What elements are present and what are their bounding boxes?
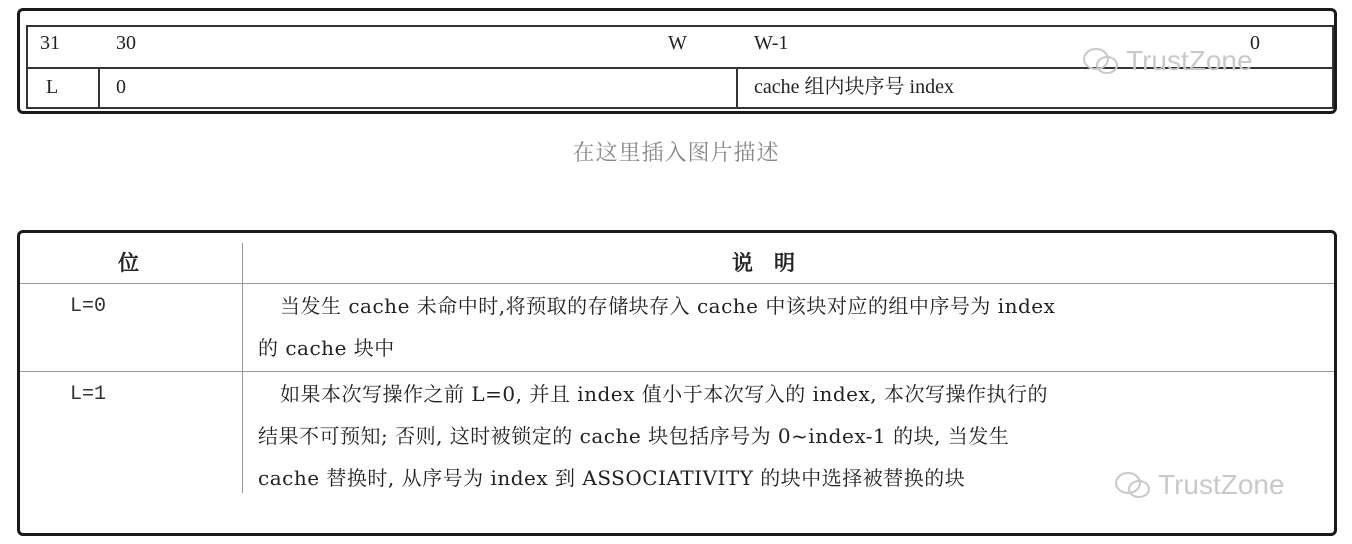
watermark — [1082, 45, 1253, 77]
bottom-border-line — [26, 107, 1334, 109]
row-l1-line-2: 结果不可预知; 否则, 这时被锁定的 cache 块包括序号为 0~index-1 的块, 当发生 — [258, 424, 1010, 448]
bit-w-minus-1-label: W-1 — [754, 32, 789, 54]
bit-31-label: 31 — [40, 32, 60, 54]
bit-w-label: W — [668, 32, 687, 54]
row-l0-description — [258, 285, 1328, 369]
row-l0-line-1: 当发生 cache 未命中时,将预取的存储块存入 cache 中该块对应的组中序号为 index — [280, 294, 1056, 318]
watermark-text: TrustZone — [1126, 45, 1253, 76]
bitfield-figure — [17, 8, 1337, 114]
row-l1-bit: L=1 — [70, 383, 107, 406]
row-l0-bit: L=0 — [70, 295, 107, 318]
lock-description-table — [17, 230, 1337, 536]
bit-30-label: 30 — [116, 32, 136, 54]
image-caption: 在这里插入图片描述 — [572, 141, 780, 166]
row-l1-line-3: cache 替换时, 从序号为 index 到 ASSOCIATIVITY 的块中选择被替换的块 — [258, 466, 966, 490]
bit-column-header: 位 — [118, 250, 139, 275]
wechat-icon — [1114, 470, 1152, 500]
bit-0-label: 0 — [1250, 32, 1260, 54]
wechat-icon — [1082, 46, 1120, 76]
row-l0-line-2: 的 cache 块中 — [258, 336, 395, 360]
row-l1-line-1: 如果本次写操作之前 L=0, 并且 index 值小于本次写入的 index, 本次写操作执行的 — [280, 382, 1049, 406]
row-divider — [20, 371, 1334, 372]
index-field: cache 组内块序号 index — [754, 76, 954, 98]
zero-field: 0 — [116, 76, 126, 98]
column-divider — [242, 243, 243, 493]
header-divider — [20, 283, 1334, 284]
watermark-text: TrustZone — [1158, 469, 1285, 500]
description-column-header: 说 明 — [732, 250, 795, 275]
l-field: L — [46, 76, 59, 98]
watermark — [1114, 469, 1285, 501]
